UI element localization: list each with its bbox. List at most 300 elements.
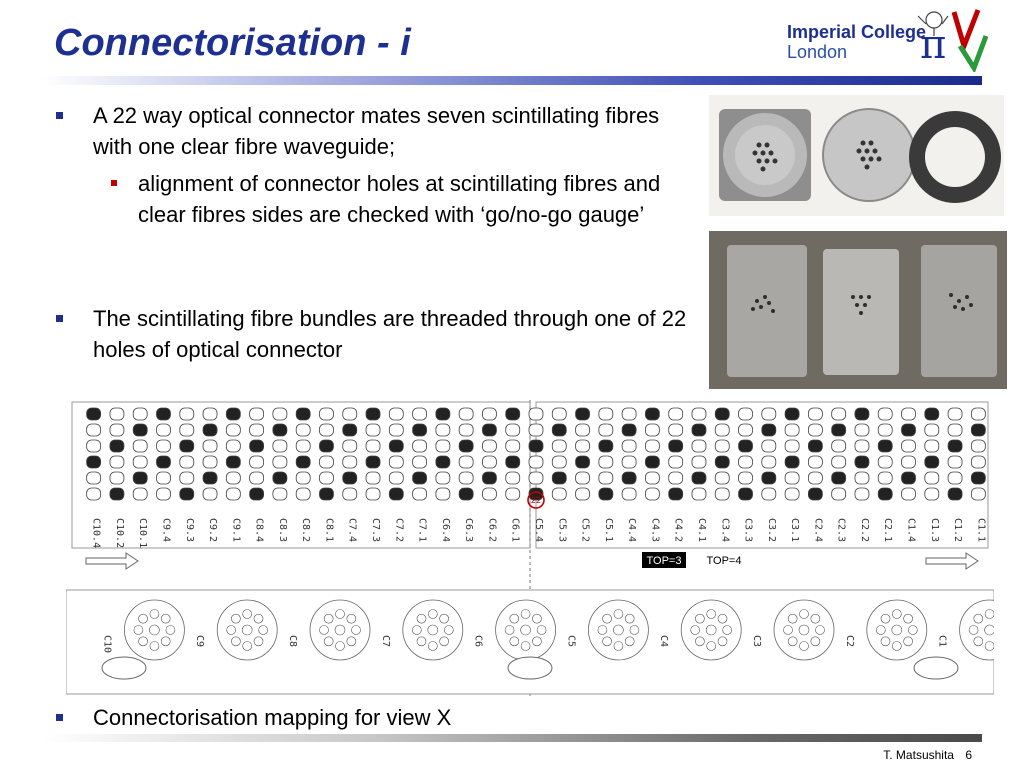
fibre-hole — [366, 408, 380, 420]
fibre-hole — [226, 424, 240, 436]
bullet-2-text: The scintillating fibre bundles are threaded through one of 22 holes of optical connector — [93, 306, 687, 362]
fibre-hole — [948, 488, 962, 500]
fibre-hole — [319, 440, 333, 452]
fibre-hole — [622, 456, 636, 468]
fibre-hole — [878, 408, 892, 420]
fibre-hole — [459, 408, 473, 420]
column-label: C3.1 — [789, 518, 801, 543]
plate-hole — [352, 626, 361, 635]
column-label: C2.2 — [858, 518, 870, 543]
plate-hole — [969, 626, 978, 635]
plate-hole — [417, 637, 426, 646]
plate-hole — [904, 614, 913, 623]
column-label: C5.2 — [579, 518, 591, 543]
fibre-hole — [739, 488, 753, 500]
fibre-hole — [87, 472, 101, 484]
bullet-1 — [93, 100, 693, 162]
mount-slot — [102, 657, 146, 679]
column-label: C2.4 — [812, 518, 824, 543]
plate-hole — [166, 626, 175, 635]
top3-label: TOP=3 — [646, 555, 682, 567]
fibre-hole — [110, 440, 124, 452]
plate-hole — [718, 614, 727, 623]
fibre-hole — [692, 424, 706, 436]
fibre-hole — [459, 472, 473, 484]
plate-hole — [440, 637, 449, 646]
fibre-hole — [319, 456, 333, 468]
fibre-hole — [389, 456, 403, 468]
plate-label: C5 — [565, 635, 577, 648]
column-label: C9.3 — [183, 518, 195, 543]
plate-hole — [139, 637, 148, 646]
plate-hole — [985, 642, 994, 651]
fibre-hole — [878, 488, 892, 500]
plate-hole — [532, 637, 541, 646]
column-label: C9.1 — [230, 518, 242, 543]
plate-hole — [324, 614, 333, 623]
fibre-hole — [971, 440, 985, 452]
plate-hole — [440, 614, 449, 623]
fibre-hole — [366, 472, 380, 484]
fibre-hole — [739, 440, 753, 452]
fibre-hole — [343, 456, 357, 468]
fibre-hole — [343, 488, 357, 500]
fibre-hole — [87, 440, 101, 452]
fibre-hole — [180, 440, 194, 452]
fibre-hole — [971, 472, 985, 484]
fibre-hole — [436, 456, 450, 468]
fibre-hole — [808, 408, 822, 420]
fibre-hole — [459, 424, 473, 436]
bullet-1-text: A 22 way optical connector mates seven scintillating fibres with one clear fibre waveguide; — [93, 103, 660, 159]
plate-hole — [412, 626, 421, 635]
fibre-hole — [902, 440, 916, 452]
column-label: C6.3 — [463, 518, 475, 543]
plate-hole — [603, 637, 612, 646]
fibre-hole — [599, 440, 613, 452]
fibre-hole — [971, 424, 985, 436]
plate-hole — [336, 642, 345, 651]
fibre-hole — [878, 472, 892, 484]
fibre-hole — [808, 488, 822, 500]
plate-hole — [707, 642, 716, 651]
fibre-hole — [389, 472, 403, 484]
fibre-hole — [529, 424, 543, 436]
plate-hole — [974, 637, 983, 646]
fibre-hole — [180, 408, 194, 420]
fibre-hole — [296, 456, 310, 468]
fibre-hole — [482, 472, 496, 484]
plate-label: C1 — [936, 635, 948, 648]
plate-hole — [695, 614, 704, 623]
sub-bullet-marker-icon — [111, 180, 117, 186]
fibre-hole — [413, 472, 427, 484]
fibre-hole — [785, 488, 799, 500]
plate-hole — [505, 626, 514, 635]
fibre-hole — [203, 488, 217, 500]
fibre-hole — [645, 456, 659, 468]
top4-label: TOP=4 — [706, 555, 742, 567]
fibre-hole — [366, 424, 380, 436]
fibre-hole — [645, 408, 659, 420]
plate-hole — [242, 625, 252, 635]
fibre-hole — [87, 456, 101, 468]
plate-hole — [227, 626, 236, 635]
fibre-hole — [622, 424, 636, 436]
column-label: C1.1 — [975, 518, 987, 543]
fibre-hole — [948, 424, 962, 436]
fibre-hole — [389, 440, 403, 452]
fibre-hole — [459, 456, 473, 468]
column-label: C8.1 — [323, 518, 335, 543]
plate-hole — [800, 642, 809, 651]
fibre-hole — [902, 488, 916, 500]
column-label: C1.2 — [952, 518, 964, 543]
fibre-hole — [389, 488, 403, 500]
arrow-left — [86, 553, 138, 569]
fibre-hole — [413, 456, 427, 468]
title-underline — [42, 76, 982, 85]
plate-hole — [231, 614, 240, 623]
sub-bullet-1 — [138, 168, 678, 230]
fibre-hole — [855, 424, 869, 436]
column-label: C4.4 — [626, 518, 638, 543]
column-label: C10.1 — [137, 518, 149, 549]
fibre-hole — [436, 424, 450, 436]
slide-title: Connectorisation - i — [54, 22, 411, 64]
fibre-hole — [250, 440, 264, 452]
plate-hole — [811, 614, 820, 623]
column-label: C4.2 — [672, 518, 684, 543]
plate-label: C9 — [194, 635, 206, 648]
fibre-hole — [319, 488, 333, 500]
fibre-hole — [762, 424, 776, 436]
plate-hole — [537, 626, 546, 635]
plate-hole — [614, 642, 623, 651]
fibre-hole — [552, 488, 566, 500]
arrow-right — [926, 553, 978, 569]
fibre-hole — [832, 408, 846, 420]
fibre-hole — [715, 440, 729, 452]
plate-hole — [521, 610, 530, 619]
plate-hole — [788, 614, 797, 623]
plate-hole — [904, 637, 913, 646]
mount-slot — [914, 657, 958, 679]
fibre-hole — [971, 408, 985, 420]
fibre-hole — [902, 456, 916, 468]
column-label: C7.1 — [416, 518, 428, 543]
plate-hole — [254, 637, 263, 646]
fibre-hole — [180, 472, 194, 484]
column-label: C3.3 — [742, 518, 754, 543]
column-label: C2.3 — [835, 518, 847, 543]
fibre-hole — [133, 424, 147, 436]
fibre-hole — [319, 408, 333, 420]
plate-label: C10 — [101, 635, 113, 654]
column-label: C5.4 — [533, 518, 544, 543]
fibre-hole — [110, 408, 124, 420]
fibre-hole — [273, 440, 287, 452]
plate-hole — [707, 610, 716, 619]
fibre-hole — [739, 456, 753, 468]
column-label: C2.1 — [882, 518, 894, 543]
fibre-hole — [366, 456, 380, 468]
fibre-hole — [785, 408, 799, 420]
fibre-hole — [506, 488, 520, 500]
fibre-hole — [762, 472, 776, 484]
logo-line-1: Imperial College — [787, 22, 927, 42]
fibre-hole — [250, 424, 264, 436]
plate-hole — [892, 625, 902, 635]
fibre-hole — [715, 456, 729, 468]
fibre-hole — [552, 456, 566, 468]
column-label: C6.4 — [439, 518, 451, 543]
fibre-hole — [692, 440, 706, 452]
connector-mapping-diagram — [66, 400, 994, 700]
fibre-hole — [948, 472, 962, 484]
column-label: C5.3 — [556, 518, 568, 543]
fibre-hole — [203, 472, 217, 484]
fibre-hole — [506, 456, 520, 468]
column-label: C3.4 — [719, 518, 731, 543]
plate-hole — [695, 637, 704, 646]
column-label: C5.1 — [602, 518, 614, 543]
plate-hole — [625, 637, 634, 646]
fibre-hole — [692, 472, 706, 484]
column-label: C9.2 — [207, 518, 219, 543]
fibre-hole — [203, 456, 217, 468]
fibre-hole — [715, 488, 729, 500]
fibre-hole — [389, 424, 403, 436]
fibre-hole — [87, 424, 101, 436]
fibre-hole — [296, 472, 310, 484]
fibre-hole — [808, 472, 822, 484]
plate-hole — [324, 637, 333, 646]
fibre-hole — [855, 456, 869, 468]
footer — [875, 748, 972, 762]
column-label: C9.4 — [160, 518, 172, 543]
mount-slot — [508, 657, 552, 679]
fibre-hole — [645, 424, 659, 436]
fibre-hole — [902, 424, 916, 436]
fibre-hole — [296, 408, 310, 420]
fibre-hole — [250, 488, 264, 500]
column-label: C6.2 — [486, 518, 498, 543]
plate-hole — [428, 642, 437, 651]
plate-hole — [150, 642, 159, 651]
fibre-hole — [552, 440, 566, 452]
plate-label: C8 — [287, 635, 298, 648]
fibre-hole — [552, 408, 566, 420]
fibre-hole — [762, 408, 776, 420]
fibre-hole — [925, 488, 939, 500]
fibre-hole — [343, 408, 357, 420]
highlight-label: 22 — [530, 496, 542, 505]
fibre-hole — [739, 408, 753, 420]
fibre-hole — [855, 440, 869, 452]
plate-hole — [532, 614, 541, 623]
fibre-hole — [599, 408, 613, 420]
fibre-hole — [808, 440, 822, 452]
fibre-hole — [482, 456, 496, 468]
fibre-hole — [832, 488, 846, 500]
fibre-hole — [576, 488, 590, 500]
fibre-hole — [226, 440, 240, 452]
fibre-hole — [948, 456, 962, 468]
plate-label: C4 — [658, 635, 670, 648]
plate-hole — [630, 626, 639, 635]
fibre-hole — [273, 408, 287, 420]
fibre-hole — [506, 440, 520, 452]
connector-photo-plates — [709, 231, 1007, 389]
fibre-hole — [576, 440, 590, 452]
fibre-hole — [482, 488, 496, 500]
plate-hole — [150, 610, 159, 619]
plate-hole — [985, 625, 994, 635]
plate-hole — [347, 614, 356, 623]
fibre-hole — [599, 472, 613, 484]
column-label: C1.4 — [905, 518, 917, 543]
fibre-hole — [436, 488, 450, 500]
plate-hole — [974, 614, 983, 623]
fibre-hole — [250, 472, 264, 484]
fibre-hole — [529, 456, 543, 468]
column-label: C7.2 — [393, 518, 405, 543]
bullet-marker-icon — [56, 112, 63, 119]
fibre-hole — [343, 440, 357, 452]
plate-hole — [985, 610, 994, 619]
fibre-hole — [645, 488, 659, 500]
column-label: C3.2 — [765, 518, 777, 543]
fibre-hole — [832, 456, 846, 468]
column-label: C1.3 — [928, 518, 940, 543]
logo-line-2: London — [787, 42, 848, 62]
footer-page-number: 6 — [965, 748, 972, 762]
fibre-hole — [296, 440, 310, 452]
fibre-hole — [808, 424, 822, 436]
bullet-marker-icon — [56, 315, 63, 322]
fibre-hole — [156, 456, 170, 468]
plate-hole — [231, 637, 240, 646]
fibre-hole — [366, 488, 380, 500]
fibre-hole — [715, 472, 729, 484]
fibre-hole — [482, 424, 496, 436]
plate-hole — [254, 614, 263, 623]
column-label: C10.4 — [90, 518, 102, 549]
fibre-hole — [413, 424, 427, 436]
plate-label: C6 — [472, 635, 484, 648]
fibre-hole — [459, 488, 473, 500]
fibre-hole — [156, 472, 170, 484]
fibre-hole — [645, 472, 659, 484]
column-label: C7.4 — [346, 518, 358, 543]
fibre-hole — [482, 440, 496, 452]
fibre-hole — [599, 424, 613, 436]
fibre-hole — [715, 424, 729, 436]
fibre-hole — [762, 456, 776, 468]
fibre-hole — [366, 440, 380, 452]
plate-hole — [613, 625, 623, 635]
fibre-hole — [669, 456, 683, 468]
fibre-hole — [878, 440, 892, 452]
fibre-hole — [762, 440, 776, 452]
fibre-hole — [343, 424, 357, 436]
fibre-hole — [692, 456, 706, 468]
bullet-2 — [93, 303, 693, 365]
plate-hole — [691, 626, 700, 635]
plate-hole — [876, 626, 885, 635]
footer-rule — [42, 734, 982, 742]
fibre-hole — [855, 408, 869, 420]
plate-hole — [908, 626, 917, 635]
plate-hole — [723, 626, 732, 635]
fibre-hole — [413, 440, 427, 452]
plate-hole — [706, 625, 716, 635]
fibre-hole — [739, 472, 753, 484]
bullet-3-text: Connectorisation mapping for view X — [93, 705, 452, 730]
plate-hole — [614, 610, 623, 619]
fibre-hole — [273, 488, 287, 500]
fibre-hole — [599, 456, 613, 468]
fibre-hole — [902, 472, 916, 484]
fibre-hole — [669, 488, 683, 500]
fibre-hole — [87, 408, 101, 420]
fibre-hole — [552, 424, 566, 436]
fibre-hole — [87, 488, 101, 500]
plate-hole — [598, 626, 607, 635]
fibre-hole — [599, 488, 613, 500]
column-label: C4.3 — [649, 518, 661, 543]
plate-hole — [625, 614, 634, 623]
fibre-hole — [180, 424, 194, 436]
plate-hole — [603, 614, 612, 623]
plate-hole — [892, 610, 901, 619]
fibre-hole — [529, 472, 543, 484]
fibre-hole — [925, 456, 939, 468]
plate-label: C3 — [751, 635, 762, 648]
fibre-hole — [203, 424, 217, 436]
plate-hole — [892, 642, 901, 651]
fibre-hole — [180, 488, 194, 500]
plate-hole — [881, 614, 890, 623]
plate-hole — [444, 626, 453, 635]
fibre-hole — [739, 424, 753, 436]
fibre-hole — [925, 440, 939, 452]
fibre-hole — [156, 408, 170, 420]
fibre-hole — [948, 408, 962, 420]
fibre-hole — [902, 408, 916, 420]
fibre-hole — [413, 488, 427, 500]
fibre-hole — [645, 440, 659, 452]
fibre-hole — [715, 408, 729, 420]
fibre-hole — [226, 456, 240, 468]
fibre-hole — [529, 408, 543, 420]
fibre-hole — [226, 408, 240, 420]
fibre-hole — [506, 408, 520, 420]
fibre-hole — [692, 488, 706, 500]
fibre-hole — [832, 424, 846, 436]
fibre-hole — [832, 440, 846, 452]
plate-hole — [811, 637, 820, 646]
fibre-hole — [156, 440, 170, 452]
plate-hole — [784, 626, 793, 635]
column-label: C10.2 — [113, 518, 125, 549]
plate-hole — [149, 625, 159, 635]
fibre-hole — [226, 472, 240, 484]
fibre-hole — [669, 424, 683, 436]
plate-hole — [428, 625, 438, 635]
plate-hole — [521, 625, 531, 635]
